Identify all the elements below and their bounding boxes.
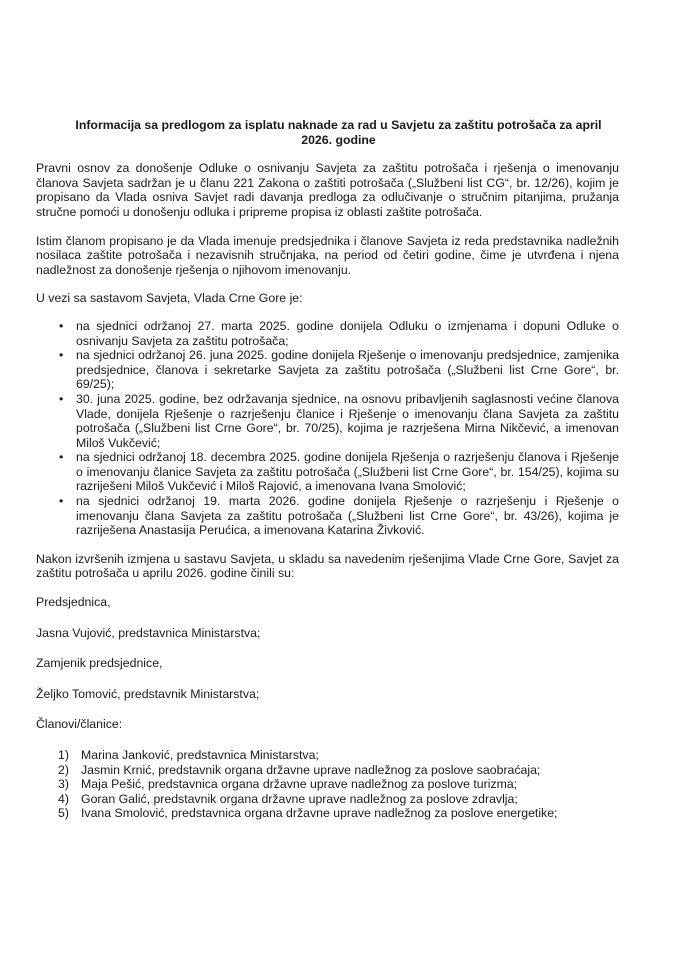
deputy-label: Zamjenik predsjednice, — [36, 656, 163, 671]
list-item: • na sjednici održanoj 18. decembra 2025. godine donijela Rješenja o razrješenju članova i Rješenje o imenovanju članice Savjeta za zaštitu potrošača („Službeni list Crne Gore“, br. 154/25), kojima su razriješeni Miloš Vukčević i Miloš Rajović, a imenovana Ivana Smolović; — [76, 450, 619, 494]
list-item — [58, 792, 619, 807]
list-item — [58, 777, 619, 792]
member-text: Marina Janković, predstavnica Ministarstva; — [81, 748, 319, 762]
paragraph-composition-intro: Nakon izvršenih izmjena u sastavu Savjeta, u skladu sa navedenim rješenjima Vlade Crne Gore, Savjet za zaštitu potrošača u aprilu 2026. godine činili su: — [36, 551, 619, 581]
document-title: Informacija sa predlogom za isplatu naknade za rad u Savjetu za zaštitu potrošača za april 2026. godine — [75, 118, 602, 147]
paragraph-government-actions-intro: U vezi sa sastavom Savjeta, Vlada Crne Gore je: — [36, 291, 303, 306]
member-number: 5) — [58, 806, 69, 821]
deputy-name: Željko Tomović, predstavnik Ministarstva; — [36, 686, 260, 701]
list-item — [58, 748, 619, 763]
president-name: Jasna Vujović, predstavnica Ministarstva; — [36, 625, 261, 640]
member-text: Maja Pešić, predstavnica organa državne uprave nadležnog za poslove turizma; — [81, 777, 518, 792]
member-number: 4) — [58, 791, 69, 806]
member-text: Jasmin Krnić, predstavnik organa državne uprave nadležnog za poslove saobraćaja; — [81, 762, 541, 777]
paragraph-appointment-rules: Istim članom propisano je da Vlada imenuje predsjednika i članove Savjeta iz reda predstavnika nadležnih nosilaca zaštite potrošača i nezavisnih stručnjaka, na period od četiri godine, čime je utvrđena i njena nadležnost za donošenje rješenja o njihovom imenovanju. — [36, 233, 619, 277]
member-number: 3) — [58, 777, 69, 792]
list-item — [58, 763, 619, 778]
member-text: Goran Galić, predstavnik organa državne uprave nadležnog za poslove zdravlja; — [81, 791, 518, 806]
list-item: • na sjednici održanoj 19. marta 2026. godine donijela Rješenje o razrješenju i Rješenje o imenovanju člana Savjeta za zaštitu potrošača („Službeni list Crne Gore“, br. 43/26), kojima je razriješena Anastasija Perućica, a imenovana Katarina Živković. — [76, 494, 619, 538]
member-number: 1) — [58, 748, 69, 762]
list-item: • na sjednici održanoj 26. juna 2025. godine donijela Rješenje o imenovanju predsjednice, zamjenika predsjednice, članova i sekretarke Savjeta za zaštitu potrošača („Službeni list Crne Gore“, br. 69/25); — [76, 348, 619, 392]
member-number: 2) — [58, 762, 69, 777]
list-item — [58, 806, 619, 821]
government-decisions-list — [36, 319, 619, 538]
members-list — [36, 748, 619, 821]
paragraph-legal-basis: Pravni osnov za donošenje Odluke o osnivanju Savjeta za zaštitu potrošača i rješenja o imenovanju članova Savjeta sadržan je u članu 221 Zakona o zaštiti potrošača („Službeni list CG“, br. 12/26), kojim je propisano da Vlada osniva Savjet radi davanja predloga za odlučivanje o stručnim pitanjima, pružanja stručne pomoći u donošenju odluka i pripreme propisa iz oblasti zaštite potrošača. — [36, 161, 619, 219]
members-label: Članovi/članice: — [36, 717, 123, 732]
president-label: Predsjednica, — [36, 595, 111, 610]
list-item: • na sjednici održanoj 27. marta 2025. godine donijela Odluku o izmjenama i dopuni Odluke o osnivanju Savjeta za zaštitu potrošača; — [76, 319, 619, 348]
member-text: Ivana Smolović, predstavnica organa državne uprave nadležnog za poslove energetike; — [81, 806, 558, 821]
list-item: • 30. juna 2025. godine, bez održavanja sjednice, na osnovu pribavljenih saglasnosti većine članova Vlade, donijela Rješenje o razrješenju članice i Rješenje o imenovanju člana Savjeta za zaštitu potrošača („Službeni list Crne Gore“, br. 70/25), kojima je razrješena Mirna Nikčević, a imenovan Miloš Vukčević; — [76, 392, 619, 450]
